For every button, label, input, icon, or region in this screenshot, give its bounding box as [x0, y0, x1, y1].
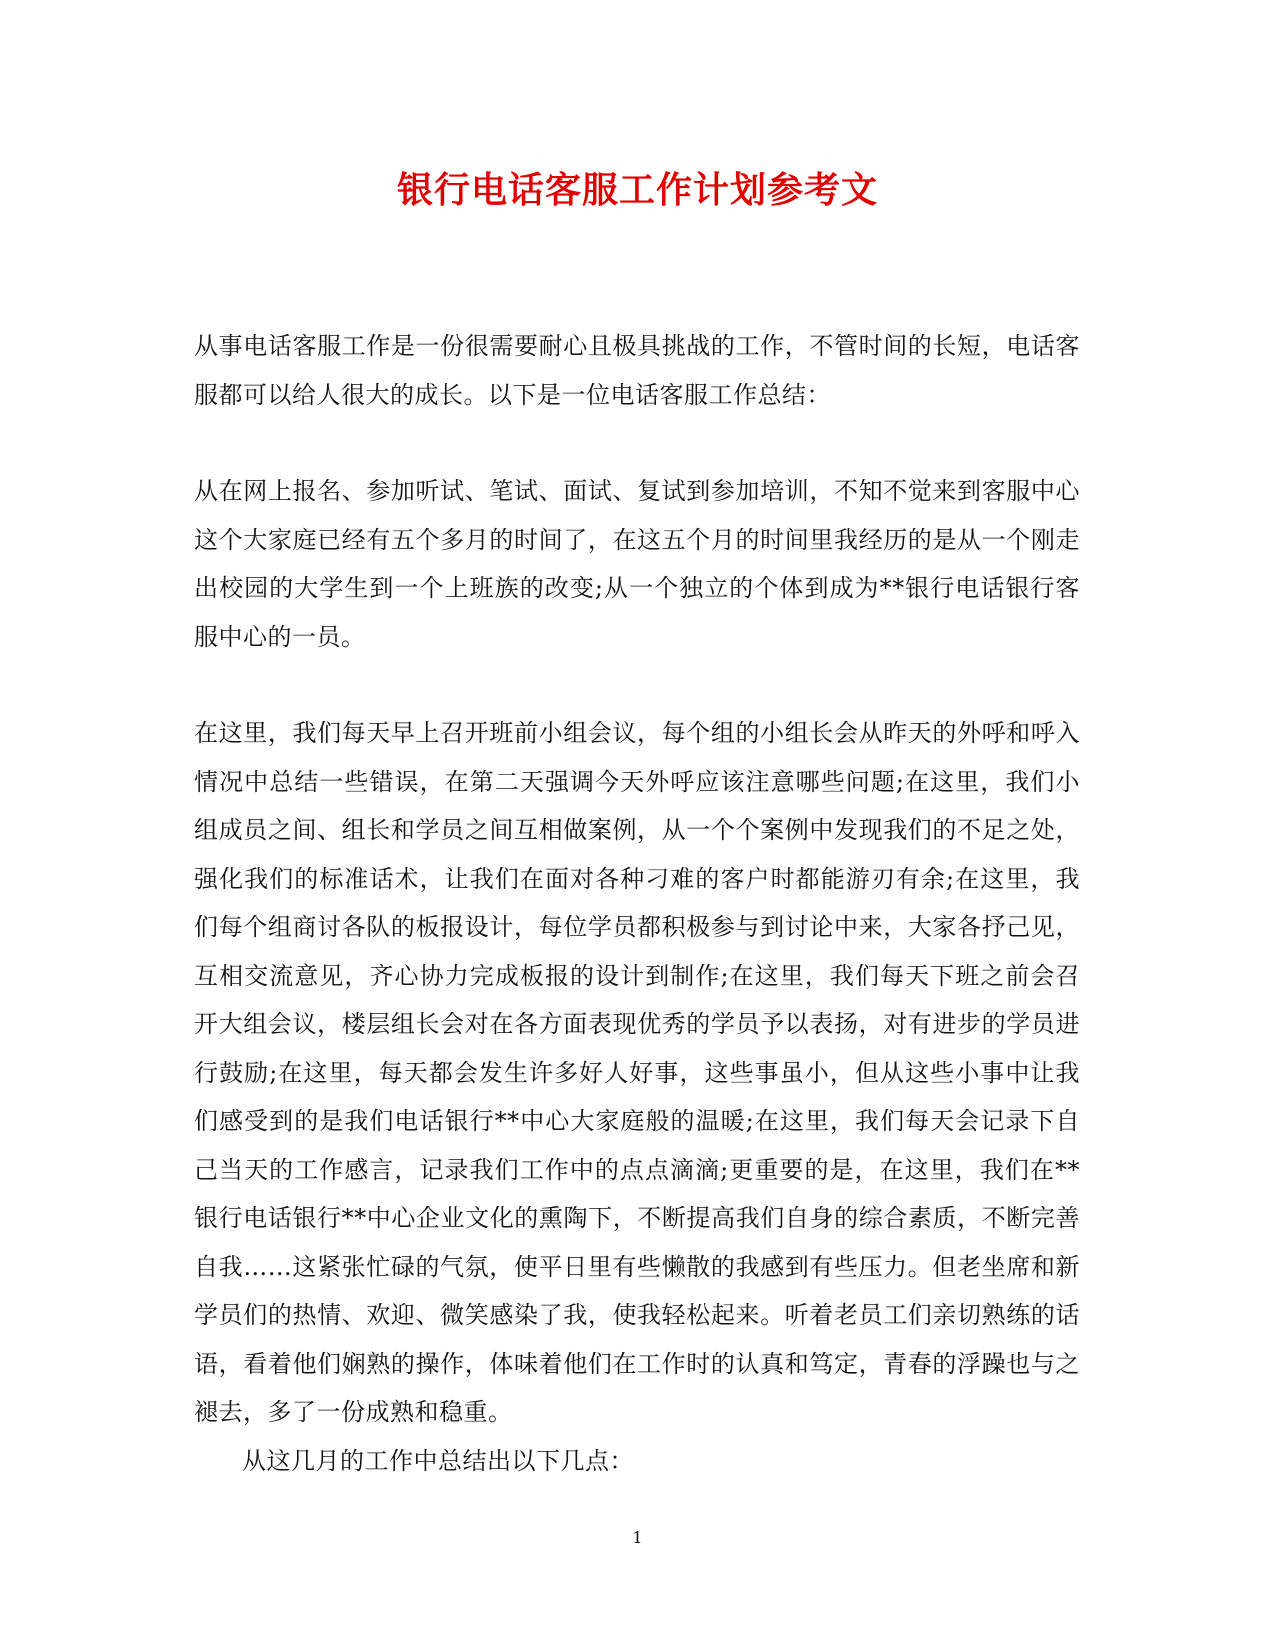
- document-body: [194, 322, 1080, 1485]
- page-number: 1: [632, 1528, 643, 1547]
- document-title: 银行电话客服工作计划参考文: [396, 169, 878, 211]
- paragraph-experience: 从在网上报名、参加听试、笔试、面试、复试到参加培训，不知不觉来到客服中心这个大家庭已经有五个多月的时间了，在这五个月的时间里我经历的是从一个刚走出校园的大学生到一个上班族的改变;从一个独立的个体到成为**银行电话银行客服中心的一员。: [194, 477, 1080, 651]
- paragraph-daily-work: 在这里，我们每天早上召开班前小组会议，每个组的小组长会从昨天的外呼和呼入情况中总结一些错误，在第二天强调今天外呼应该注意哪些问题;在这里，我们小组成员之间、组长和学员之间互相做案例，从一个个案例中发现我们的不足之处，强化我们的标准话术，让我们在面对各种刁难的客户时都能游刃有余;在这里，我们每个组商讨各队的板报设计，每位学员都积极参与到讨论中来，大家各抒己见，互相交流意见，齐心协力完成板报的设计到制作;在这里，我们每天下班之前会召开大组会议，楼层组长会对在各方面表现优秀的学员予以表扬，对有进步的学员进行鼓励;在这里，每天都会发生许多好人好事，这些事虽小，但从这些小事中让我们感受到的是我们电话银行**中心大家庭般的温暖;在这里，我们每天会记录下自己当天的工作感言，记录我们工作中的点点滴滴;更重要的是，在这里，我们在**银行电话银行**中心企业文化的熏陶下，不断提高我们自身的综合素质，不断完善自我……这紧张忙碌的气氛，使平日里有些懒散的我感到有些压力。但老坐席和新学员们的热情、欢迎、微笑感染了我，使我轻松起来。听着老员工们亲切熟练的话语，看着他们娴熟的操作，体味着他们在工作时的认真和笃定，青春的浮躁也与之褪去，多了一份成熟和稳重。: [194, 719, 1080, 1426]
- paragraph-intro: 从事电话客服工作是一份很需要耐心且极具挑战的工作，不管时间的长短，电话客服都可以给人很大的成长。以下是一位电话客服工作总结：: [194, 332, 1080, 409]
- paragraph-summary-lead: 从这几月的工作中总结出以下几点：: [242, 1446, 634, 1475]
